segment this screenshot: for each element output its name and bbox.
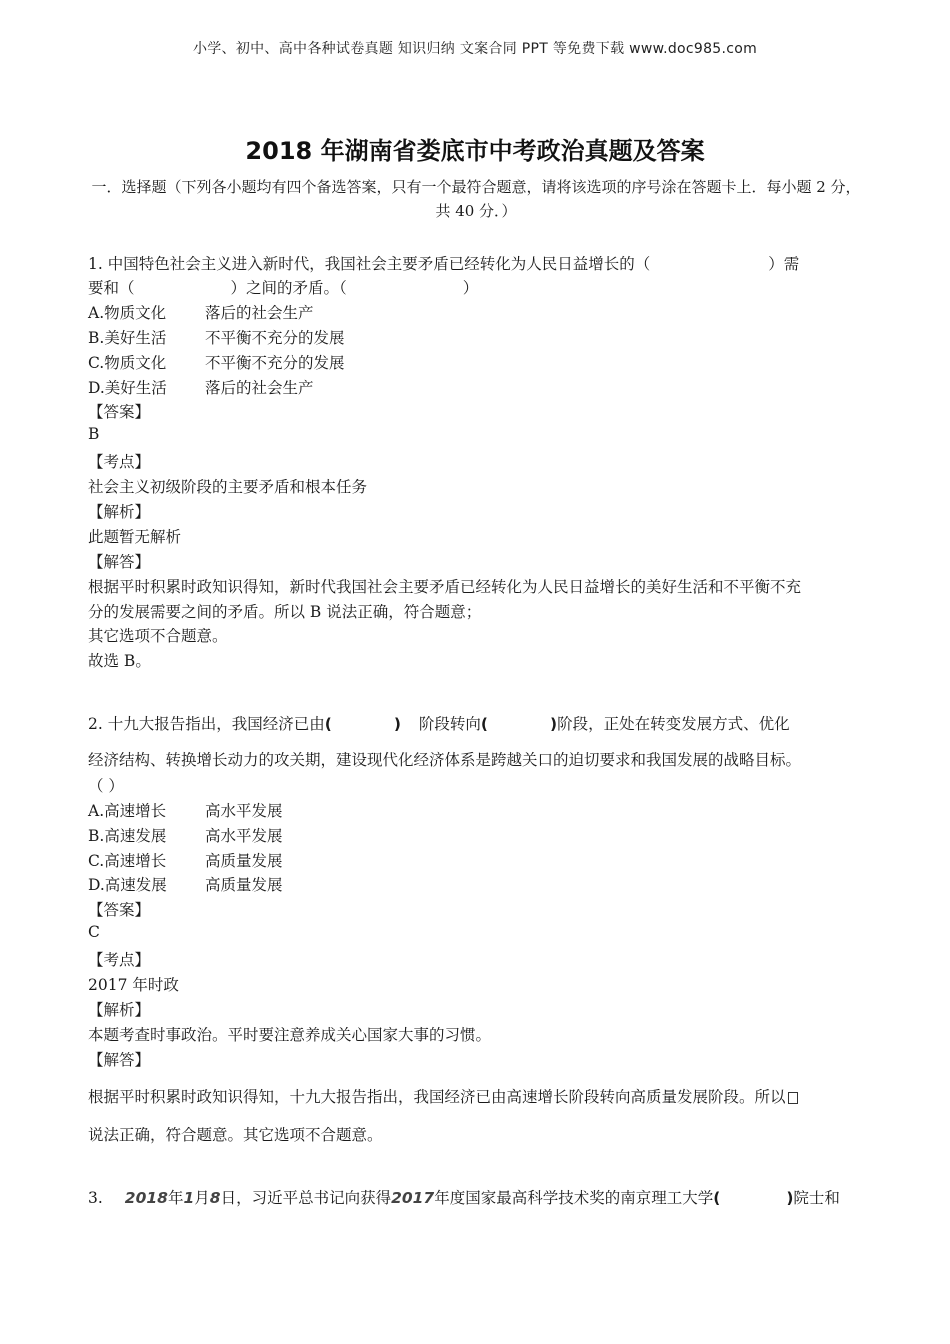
q1-analysis-label: 【解析】 — [88, 503, 151, 521]
q1-stem-text-c: 要和（ — [88, 279, 135, 297]
q1-stem-line2 — [88, 276, 478, 298]
q2-stem-line1: 2. 十九大报告指出，我国经济已由( ) 阶段转向( )阶段，正处在转变发展方式、优化 — [88, 715, 790, 733]
q2-option-c: C.高速增长 高质量发展 — [88, 852, 283, 870]
q2-answer: C — [88, 923, 100, 941]
q2-option-b: B.高速发展 高水平发展 — [88, 827, 283, 845]
q2-analysis-label: 【解析】 — [88, 1001, 151, 1019]
q1-stem-text-d: ）之间的矛盾。（ — [230, 279, 347, 297]
q1-point-label: 【考点】 — [88, 453, 151, 471]
q1-answer: B — [88, 425, 100, 443]
q1-stem-text-e: ） — [462, 279, 479, 297]
q2-point-label: 【考点】 — [88, 951, 151, 969]
q2-point: 2017 年时政 — [88, 976, 179, 994]
q2-answer-label: 【答案】 — [88, 901, 151, 919]
q2-stem-line2: 经济结构、转换增长动力的攻关期，建设现代化经济体系是跨越关口的迫切要求和我国发展的战略目标。 — [88, 751, 802, 769]
q3-stem-line1: 3. 2018年1月8日，习近平总书记向获得2017年度国家最高科学技术奖的南京理工大学( )院士和 — [88, 1189, 840, 1207]
q1-option-d: D.美好生活 落后的社会生产 — [88, 379, 314, 397]
site-banner: 小学、初中、高中各种试卷真题 知识归纳 文案合同 PPT 等免费下载 www.doc985.com — [192, 41, 758, 57]
q1-solution-line1: 根据平时积累时政知识得知，新时代我国社会主要矛盾已经转化为人民日益增长的美好生活和不平衡不充 — [88, 578, 802, 596]
q2-stem-line3: （ ） — [88, 777, 124, 795]
q1-analysis: 此题暂无解析 — [88, 528, 182, 546]
q1-solution-line4: 故选 B。 — [88, 652, 151, 670]
q1-option-c: C.物质文化 不平衡不充分的发展 — [88, 354, 345, 372]
q1-option-a: A.物质文化 落后的社会生产 — [88, 304, 314, 322]
q1-option-b: B.美好生活 不平衡不充分的发展 — [88, 329, 345, 347]
page-title: 2018 年湖南省娄底市中考政治真题及答案 — [245, 137, 705, 165]
q1-point: 社会主义初级阶段的主要矛盾和根本任务 — [88, 478, 368, 496]
q2-analysis: 本题考查时事政治。平时要注意养成关心国家大事的习惯。 — [88, 1026, 492, 1044]
q2-option-a: A.高速增长 高水平发展 — [88, 802, 283, 820]
q1-answer-label: 【答案】 — [88, 403, 151, 421]
q1-stem-text-b: ）需 — [768, 255, 800, 273]
q2-solution-label: 【解答】 — [88, 1051, 151, 1069]
q2-solution-line1: 根据平时积累时政知识得知，十九大报告指出，我国经济已由高速增长阶段转向高质量发展阶段。所以 — [88, 1085, 798, 1107]
q1-solution-label: 【解答】 — [88, 553, 151, 571]
q1-stem-text-a: 1. 中国特色社会主义进入新时代，我国社会主要矛盾已经转化为人民日益增长的（ — [88, 255, 651, 273]
section-intro: 一．选择题（下列各小题均有四个备选答案，只有一个最符合题意，请将该选项的序号涂在答题卡上．每小题 2 分，共 40 分．） — [91, 178, 861, 220]
q1-solution-line3: 其它选项不合题意。 — [88, 627, 228, 645]
glyph-box-icon — [788, 1092, 798, 1104]
q1-stem-line1 — [88, 252, 799, 274]
q2-solution-line2: 说法正确，符合题意。其它选项不合题意。 — [88, 1126, 383, 1144]
q2-option-d: D.高速发展 高质量发展 — [88, 876, 283, 894]
q1-solution-line2: 分的发展需要之间的矛盾。所以 B 说法正确，符合题意； — [88, 603, 482, 621]
